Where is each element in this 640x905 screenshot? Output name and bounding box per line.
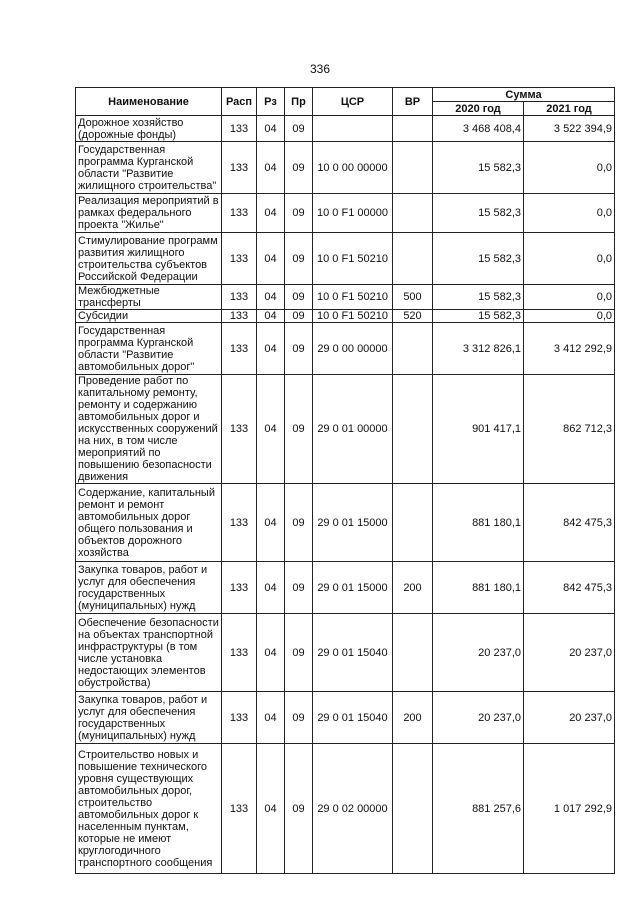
table-row (76, 116, 615, 142)
row-rz: 04 (257, 484, 285, 562)
row-pr: 09 (285, 194, 313, 233)
row-amount-2021: 0,0 (524, 233, 615, 285)
row-pr: 09 (285, 142, 313, 194)
header-sum: Сумма (433, 88, 615, 102)
table-row (76, 323, 615, 375)
row-rasp: 133 (222, 562, 257, 614)
row-vr (393, 142, 433, 194)
row-rasp: 133 (222, 116, 257, 142)
table-row (76, 614, 615, 692)
row-vr (393, 116, 433, 142)
row-amount-2021: 842 475,3 (524, 562, 615, 614)
row-vr (393, 323, 433, 375)
row-rz: 04 (257, 375, 285, 484)
row-rasp: 133 (222, 375, 257, 484)
row-amount-2020: 901 417,1 (433, 375, 524, 484)
row-pr: 09 (285, 744, 313, 874)
row-amount-2020: 881 257,6 (433, 744, 524, 874)
row-amount-2020: 15 582,3 (433, 285, 524, 310)
row-pr: 09 (285, 562, 313, 614)
row-csr: 10 0 F1 50210 (313, 233, 393, 285)
row-pr: 09 (285, 484, 313, 562)
row-rz: 04 (257, 233, 285, 285)
row-csr (313, 116, 393, 142)
page-number: 336 (309, 62, 331, 76)
row-rasp: 133 (222, 484, 257, 562)
row-vr (393, 614, 433, 692)
row-pr: 09 (285, 692, 313, 744)
table-row (76, 744, 615, 874)
row-amount-2021: 1 017 292,9 (524, 744, 615, 874)
row-csr: 29 0 01 15000 (313, 484, 393, 562)
table-row (76, 692, 615, 744)
row-amount-2020: 3 468 408,4 (433, 116, 524, 142)
row-amount-2021: 0,0 (524, 142, 615, 194)
row-name: Дорожное хозяйство (дорожные фонды) (76, 116, 222, 142)
row-amount-2020: 15 582,3 (433, 310, 524, 323)
row-amount-2021: 0,0 (524, 194, 615, 233)
row-csr: 29 0 01 15000 (313, 562, 393, 614)
row-vr (393, 484, 433, 562)
row-name: Закупка товаров, работ и услуг для обеспечения государственных (муниципальных) нужд (76, 562, 222, 614)
row-rasp: 133 (222, 233, 257, 285)
row-amount-2021: 3 412 292,9 (524, 323, 615, 375)
row-rasp: 133 (222, 614, 257, 692)
row-vr (393, 744, 433, 874)
row-rz: 04 (257, 116, 285, 142)
budget-table (75, 87, 615, 874)
table-row (76, 310, 615, 323)
row-name: Обеспечение безопасности на объектах транспортной инфраструктуры (в том числе установка недостающих элементов обустройства) (76, 614, 222, 692)
row-rasp: 133 (222, 285, 257, 310)
header-rz: Рз (257, 88, 285, 116)
row-vr (393, 233, 433, 285)
row-vr: 520 (393, 310, 433, 323)
row-pr: 09 (285, 233, 313, 285)
row-rz: 04 (257, 194, 285, 233)
row-rasp: 133 (222, 142, 257, 194)
row-rasp: 133 (222, 323, 257, 375)
row-rz: 04 (257, 614, 285, 692)
header-csr: ЦСР (313, 88, 393, 116)
row-amount-2020: 20 237,0 (433, 614, 524, 692)
row-pr: 09 (285, 285, 313, 310)
row-vr (393, 375, 433, 484)
row-csr: 29 0 01 15040 (313, 614, 393, 692)
row-csr: 29 0 02 00000 (313, 744, 393, 874)
row-pr: 09 (285, 310, 313, 323)
row-csr: 29 0 00 00000 (313, 323, 393, 375)
row-amount-2021: 0,0 (524, 310, 615, 323)
header-rasp: Расп (222, 88, 257, 116)
row-pr: 09 (285, 116, 313, 142)
row-name: Межбюджетные трансферты (76, 285, 222, 310)
row-amount-2020: 15 582,3 (433, 233, 524, 285)
table-row (76, 285, 615, 310)
row-name: Закупка товаров, работ и услуг для обеспечения государственных (муниципальных) нужд (76, 692, 222, 744)
row-pr: 09 (285, 323, 313, 375)
row-amount-2021: 20 237,0 (524, 692, 615, 744)
table-row (76, 233, 615, 285)
row-amount-2021: 842 475,3 (524, 484, 615, 562)
row-amount-2021: 862 712,3 (524, 375, 615, 484)
table-row (76, 562, 615, 614)
row-csr: 10 0 00 00000 (313, 142, 393, 194)
row-amount-2021: 20 237,0 (524, 614, 615, 692)
row-pr: 09 (285, 614, 313, 692)
row-csr: 10 0 F1 50210 (313, 285, 393, 310)
row-rz: 04 (257, 310, 285, 323)
row-csr: 10 0 F1 00000 (313, 194, 393, 233)
row-amount-2020: 15 582,3 (433, 142, 524, 194)
row-amount-2020: 15 582,3 (433, 194, 524, 233)
row-name: Строительство новых и повышение технического уровня существующих автомобильных дорог, строительство автомобильных дорог к населенным пунктам, которые не имеют круглогодичного транспортного сообщения (76, 744, 222, 874)
row-amount-2021: 0,0 (524, 285, 615, 310)
row-rasp: 133 (222, 744, 257, 874)
row-name: Содержание, капитальный ремонт и ремонт автомобильных дорог общего пользования и объектов дорожного хозяйства (76, 484, 222, 562)
table-row (76, 194, 615, 233)
header-name: Наименование (76, 88, 222, 116)
row-vr: 500 (393, 285, 433, 310)
row-vr: 200 (393, 562, 433, 614)
row-rz: 04 (257, 562, 285, 614)
row-csr: 29 0 01 00000 (313, 375, 393, 484)
row-amount-2021: 3 522 394,9 (524, 116, 615, 142)
row-vr: 200 (393, 692, 433, 744)
table-row (76, 484, 615, 562)
table-row (76, 375, 615, 484)
row-csr: 10 0 F1 50210 (313, 310, 393, 323)
row-name: Проведение работ по капитальному ремонту, ремонту и содержанию автомобильных дорог и искусственных сооружений на них, в том числе мероприятий по повышению безопасности движения (76, 375, 222, 484)
row-amount-2020: 20 237,0 (433, 692, 524, 744)
row-name: Стимулирование программ развития жилищного строительства субъектов Российской Федерации (76, 233, 222, 285)
row-rz: 04 (257, 323, 285, 375)
row-csr: 29 0 01 15040 (313, 692, 393, 744)
header-2020: 2020 год (433, 102, 524, 116)
row-rasp: 133 (222, 194, 257, 233)
table-row (76, 142, 615, 194)
row-rz: 04 (257, 692, 285, 744)
row-name: Государственная программа Курганской области "Развитие жилищного строительства" (76, 142, 222, 194)
row-rasp: 133 (222, 310, 257, 323)
row-rz: 04 (257, 744, 285, 874)
row-vr (393, 194, 433, 233)
row-name: Реализация мероприятий в рамках федерального проекта "Жилье" (76, 194, 222, 233)
header-vr: ВР (393, 88, 433, 116)
row-rz: 04 (257, 142, 285, 194)
row-pr: 09 (285, 375, 313, 484)
row-amount-2020: 881 180,1 (433, 484, 524, 562)
row-name: Субсидии (76, 310, 222, 323)
row-rasp: 133 (222, 692, 257, 744)
row-amount-2020: 881 180,1 (433, 562, 524, 614)
row-amount-2020: 3 312 826,1 (433, 323, 524, 375)
header-pr: Пр (285, 88, 313, 116)
row-rz: 04 (257, 285, 285, 310)
row-name: Государственная программа Курганской области "Развитие автомобильных дорог" (76, 323, 222, 375)
header-2021: 2021 год (524, 102, 615, 116)
